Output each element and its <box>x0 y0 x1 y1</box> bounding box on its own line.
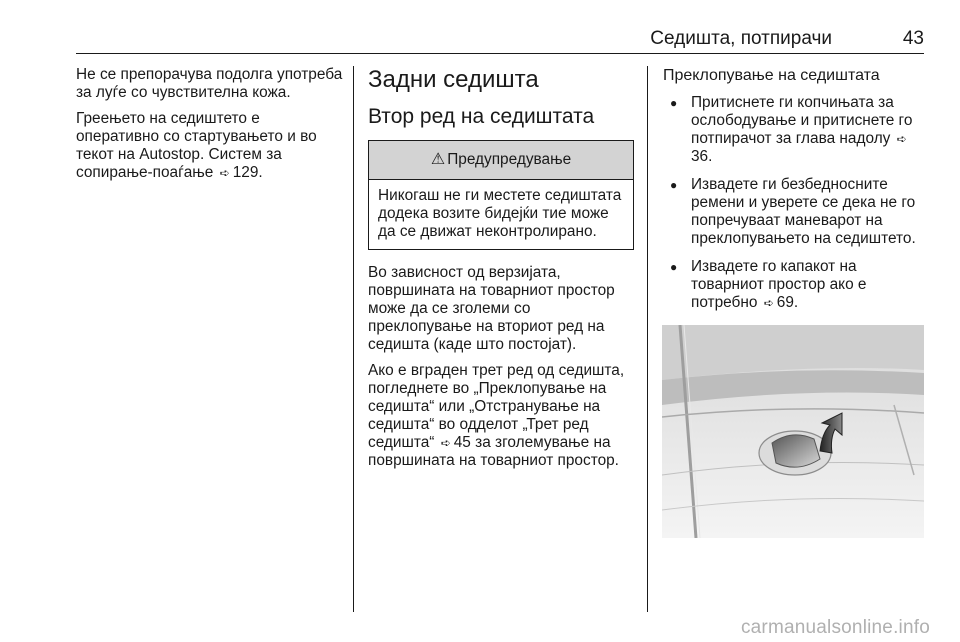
warning-box <box>368 140 634 250</box>
paragraph-text: Греењето на седиштето е оперативно со стартувањето и во текот на Autostop. Систем за сопирање-поаѓање <box>76 110 317 181</box>
column-3 <box>663 66 931 322</box>
page-reference-icon: ➪ <box>440 436 451 450</box>
list-item <box>663 258 931 312</box>
paragraph: Во зависност од верзијата, површината на товарниот простор може да се зголеми со преклопување на вториот ред на седишта (каде што постојат). <box>368 264 615 353</box>
watermark: carmanualsonline.info <box>740 617 930 638</box>
page-reference[interactable]: 129. <box>232 164 263 181</box>
paragraph-text: за зголемување на површината на товарниот простор. <box>368 434 619 469</box>
page-reference[interactable]: 69. <box>776 294 799 311</box>
seat-illustration-icon <box>662 325 924 538</box>
page-reference[interactable]: 45 <box>453 434 471 451</box>
list-item-text: Притиснете ги копчињата за ослободување и притиснете го потпирачот за глава надолу <box>691 94 913 147</box>
paragraph: Не се препорачува подолга употреба за луѓе со чувствителна кожа. <box>76 66 343 101</box>
bullet-list <box>663 94 931 312</box>
subsection-heading: Втор ред на седиштата <box>368 105 595 128</box>
running-header-title: Седишта, потпирачи <box>650 28 832 49</box>
seat-release-illustration <box>662 325 924 538</box>
page-reference[interactable]: 36. <box>691 148 713 165</box>
paragraph <box>368 362 636 470</box>
page-reference-icon: ➪ <box>763 296 774 310</box>
warning-triangle-icon: ⚠ <box>430 151 446 168</box>
section-heading: Задни седишта <box>368 66 539 93</box>
paragraph <box>76 110 344 182</box>
page-reference-icon: ➪ <box>896 132 907 146</box>
list-item-text: Извадете ги безбедносните ремени и уверете се дека не го попречуваат маневарот на преклопувањето на седиштето. <box>691 176 916 247</box>
column-2 <box>368 66 636 478</box>
header-rule <box>76 53 924 54</box>
list-item-text: Извадете го капакот на товарниот простор ако е потребно <box>691 258 867 311</box>
section-heading: Преклопување на седиштата <box>663 67 880 84</box>
warning-header <box>369 141 633 180</box>
column-divider <box>647 66 648 612</box>
list-item <box>663 94 931 166</box>
column-1 <box>76 66 344 190</box>
page-number: 43 <box>902 28 924 49</box>
column-divider <box>353 66 354 612</box>
page-reference-icon: ➪ <box>219 166 230 180</box>
list-item <box>663 176 931 248</box>
paragraph-text: Ако е вграден трет ред од седишта, погледнете во „Преклопување на седишта“ или „Отстранување на седишта“ во одделот „Трет ред седишта“ <box>368 362 625 451</box>
warning-text: Никогаш не ги местете седиштата додека возите бидејќи тие може да се движат неконтролирано. <box>378 187 622 240</box>
warning-title: Предупредување <box>447 151 572 168</box>
